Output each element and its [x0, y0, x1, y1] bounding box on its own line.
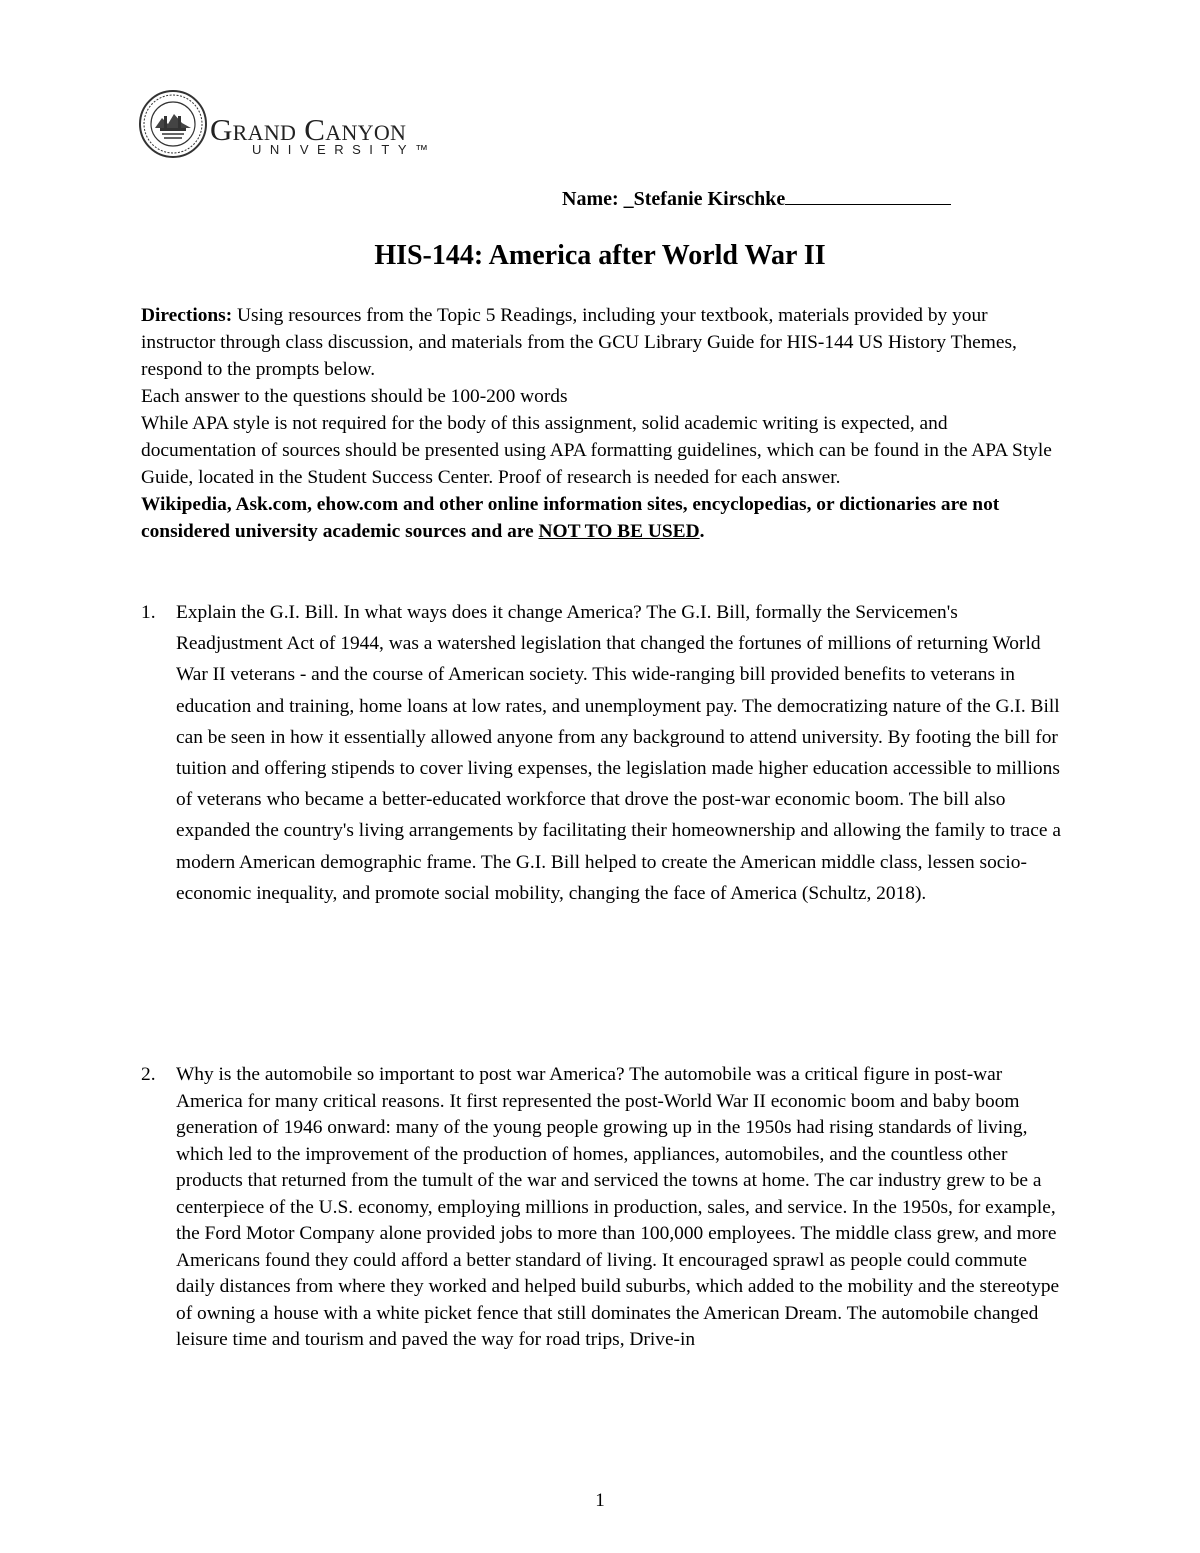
- name-value: _Stefanie Kirschke: [623, 188, 786, 210]
- name-label: Name:: [562, 188, 624, 210]
- directions-block: [141, 302, 1061, 545]
- question-answer: Explain the G.I. Bill. In what ways does it change America? The G.I. Bill, formally the Servicemen's Readjustment Act of 1944, was a watershed legislation that changed the fortunes of millions of returning World War II veterans - and the course of American society. This wide-ranging bill provided benefits to veterans in education and training, home loans at low rates, and unemployment pay. The democratizing nature of the G.I. Bill can be seen in how it essentially allowed anyone from any background to attend university. By footing the bill for tuition and offering stipends to cover living expenses, the legislation made higher education accessible to millions of veterans who became a better-educated workforce that drove the post-war economic boom. The bill also expanded the country's living arrangements by facilitating their homeownership and allowing the family to trace a modern American demographic frame. The G.I. Bill helped to create the American middle class, lessen socio-economic inequality, and promote social mobility, changing the face of America (Schultz, 2018).: [176, 602, 1061, 904]
- university-seal-icon: [138, 88, 208, 164]
- question-number: 1.: [141, 602, 156, 623]
- name-underline: [785, 186, 951, 205]
- word-count-note: Each answer to the questions should be 100-200 words: [141, 386, 568, 407]
- logo-subtitle: UNIVERSITY™: [252, 142, 437, 157]
- directions-paragraph: [141, 302, 1061, 383]
- directions-text: Using resources from the Topic 5 Readings, including your textbook, materials provided by your instructor through class discussion, and materials from the GCU Library Guide for HIS-144 US History Themes, respond to the prompts below.: [141, 305, 1017, 380]
- directions-label: Directions:: [141, 305, 233, 326]
- question-answer: Why is the automobile so important to post war America? The automobile was a critical figure in post-war America for many critical reasons. It first represented the post-World War II economic boom and baby boom generation of 1946 onward: many of the young people growing up in the 1950s had rising standards of living, which led to the improvement of the production of homes, appliances, automobiles, and the countless other products that returned from the tumult of the war and serviced the towns at home. The car industry grew to be a centerpiece of the U.S. economy, employing millions in production, sales, and service. In the 1950s, for example, the Ford Motor Company alone provided jobs to more than 100,000 employees. The middle class grew, and more Americans found they could afford a better standard of living. It encouraged sprawl as people could commute daily distances from where they worked and helped build suburbs, which added to the mobility and the stereotype of owning a house with a white picket fence that still dominates the American Dream. The automobile changed leisure time and tourism and paved the way for road trips, Drive-in: [176, 1064, 1060, 1350]
- page-number: 1: [595, 1490, 605, 1511]
- question-number: 2.: [141, 1064, 156, 1085]
- sources-warning: [141, 491, 1061, 545]
- student-name-line: [562, 186, 951, 211]
- warning-end: .: [699, 521, 705, 542]
- warning-text: Wikipedia, Ask.com, ehow.com and other online information sites, encyclopedias, or dictionaries are not considered university academic sources and are: [141, 494, 1000, 542]
- university-logo: [138, 88, 458, 164]
- warning-emphasis: NOT TO BE USED: [538, 521, 700, 542]
- page-title: HIS-144: America after World War II: [374, 240, 826, 271]
- apa-note: While APA style is not required for the body of this assignment, solid academic writing is expected, and documentation of sources should be presented using APA formatting guidelines, which can be found in the APA Style Guide, located in the Student Success Center. Proof of research is needed for each answer.: [141, 413, 1052, 488]
- logo-wordmark: Grand Canyon: [210, 112, 407, 147]
